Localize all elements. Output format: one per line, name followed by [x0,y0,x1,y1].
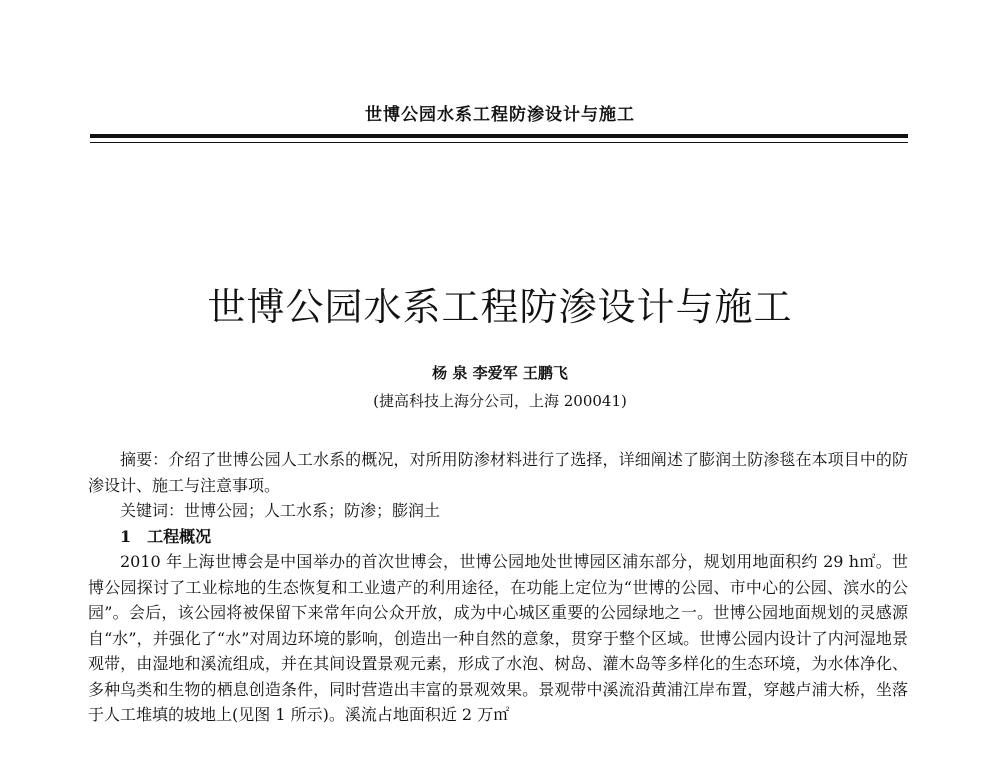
keywords-paragraph: 关键词：世博公园；人工水系；防渗；膨润土 [120,501,441,520]
header-rule-thin [90,142,908,143]
article-authors: 杨 泉 李爱军 王鹏飞 [432,364,568,382]
article-title: 世博公园水系工程防渗设计与施工 [207,285,793,329]
abstract-paragraph: 摘要：介绍了世博公园人工水系的概况，对所用防渗材料进行了选择，详细阐述了膨润土防渗毯在本项目中的防渗设计、施工与注意事项。 [88,450,908,495]
running-header-title: 世博公园水系工程防渗设计与施工 [365,105,635,125]
section-1-heading: 1 工程概况 [120,526,212,546]
article-affiliation: (捷高科技上海分公司，上海 200041) [373,392,627,410]
section-1-paragraph: 2010 年上海世博会是中国举办的首次世博会，世博公园地处世博园区浦东部分，规划用地面积约 29 h㎡。世博公园探讨了工业棕地的生态恢复和工业遗产的利用途径，在功能上定位为“世博的公园、市中心的公园、滨水的公园”。会后，该公园将被保留下来常年向公众开放，成为中心城区重要的公园绿地之一。世博公园地面规划的灵感源自“水”，并强化了“水”对周边环境的影响，创造出一种自然的意象，贯穿于整个区域。世博公园内设计了内河湿地景观带，由湿地和溪流组成，并在其间设置景观元素，形成了水泡、树岛、灌木岛等多样化的生态环境，为水体净化、多种鸟类和生物的栖息创造条件，同时营造出丰富的景观效果。景观带中溪流沿黄浦江岸布置，穿越卢浦大桥，坐落于人工堆填的坡地上(见图 1 所示)。溪流占地面积近 2 万㎡ [88,552,908,724]
header-rule-thick [90,134,908,138]
article-body [88,447,908,728]
